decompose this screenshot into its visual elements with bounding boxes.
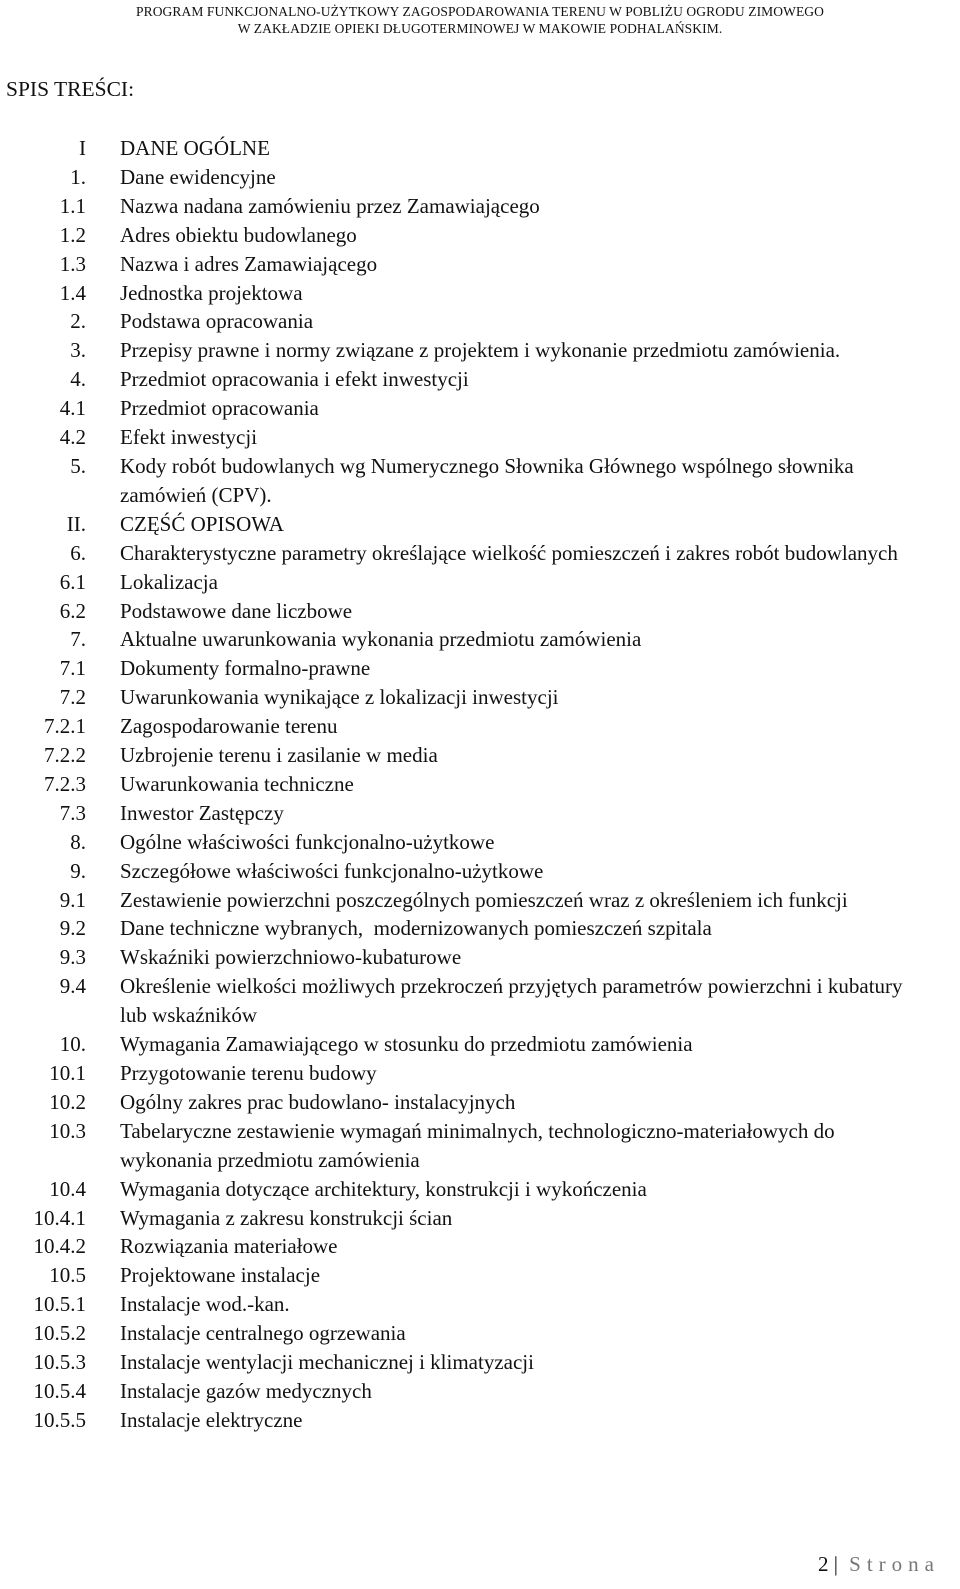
toc-entry-number: 10.2 <box>49 1089 86 1114</box>
toc-entry-text: Adres obiektu budowlanego <box>120 222 357 247</box>
toc-entry-text: CZĘŚĆ OPISOWA <box>120 511 284 536</box>
toc-entry-text: Efekt inwestycji <box>120 425 258 450</box>
toc-entry-number: 10.5.5 <box>33 1407 86 1432</box>
toc-entry-text: Ogólny zakres prac budowlano- instalacyjnych <box>120 1089 516 1114</box>
toc-entry <box>0 1319 960 1348</box>
toc-entry <box>0 539 960 568</box>
toc-entry-text: Nazwa i adres Zamawiającego <box>120 251 378 276</box>
toc-entry-number: 9. <box>70 858 86 883</box>
toc-entry-text: Uwarunkowania wynikające z lokalizacji inwestycji <box>120 685 559 710</box>
toc-entry-number: 2. <box>70 309 86 334</box>
toc-entry-text: Uzbrojenie terenu i zasilanie w media <box>120 743 438 768</box>
toc-entry <box>0 365 960 394</box>
toc-entry <box>0 1406 960 1435</box>
toc-entry-text: Wskaźniki powierzchniowo-kubaturowe <box>120 945 462 970</box>
toc-entry-number: 1.4 <box>59 280 86 305</box>
toc-entry <box>0 712 960 741</box>
toc-entry-number: 7.2.3 <box>44 771 86 796</box>
toc-entry <box>0 1290 960 1319</box>
toc-entry-number: 7.2.1 <box>44 714 86 739</box>
toc-entry <box>0 770 960 799</box>
toc-entry-text: Instalacje wod.-kan. <box>120 1292 290 1317</box>
toc-entry-text: Inwestor Zastępczy <box>120 800 284 825</box>
toc-entry <box>0 279 960 308</box>
toc-entry-text: Uwarunkowania techniczne <box>120 771 354 796</box>
toc-entry <box>0 972 960 1030</box>
toc-entry <box>0 1175 960 1204</box>
toc-entry-number: 10.5.4 <box>33 1378 86 1403</box>
toc-entry-number: 10.4.1 <box>33 1205 86 1230</box>
toc-entry-text: DANE OGÓLNE <box>120 136 270 160</box>
toc-entry-text: Aktualne uwarunkowania wykonania przedmiotu zamówienia <box>120 627 642 652</box>
toc-entry <box>0 886 960 915</box>
toc-entry-text: Nazwa nadana zamówieniu przez Zamawiającego <box>120 193 540 218</box>
toc-entry-number: 4. <box>70 367 86 392</box>
toc-entry-text: Przedmiot opracowania i efekt inwestycji <box>120 367 469 392</box>
toc-entry <box>0 943 960 972</box>
toc-entry-text: Wymagania Zamawiającego w stosunku do przedmiotu zamówienia <box>120 1032 693 1057</box>
toc-entry-number: 1.2 <box>59 222 86 247</box>
toc-entry <box>0 1030 960 1059</box>
toc-entry <box>0 134 960 163</box>
toc-entry <box>0 1204 960 1233</box>
toc-entry-text: Przepisy prawne i normy związane z projektem i wykonanie przedmiotu zamówienia. <box>120 338 841 363</box>
toc-entry-text: Kody robót budowlanych wg Numerycznego Słownika Głównego wspólnego słownika zamówień (CPV). <box>120 453 859 507</box>
toc-entry-number: 10. <box>59 1032 86 1057</box>
toc-entry <box>0 510 960 539</box>
toc-entry-number: 6.1 <box>59 569 86 594</box>
page-separator: | <box>833 1552 838 1576</box>
toc-entry-text: Zestawienie powierzchni poszczególnych pomieszczeń wraz z określeniem ich funkcji <box>120 887 848 912</box>
toc-entry-text: Instalacje centralnego ogrzewania <box>120 1321 406 1346</box>
toc-entry <box>0 192 960 221</box>
toc-entry-number: 7.2 <box>59 685 86 710</box>
toc-entry <box>0 1261 960 1290</box>
toc-entry-number: 9.4 <box>59 974 86 999</box>
toc-entry-number: 1.1 <box>59 193 86 218</box>
page-footer <box>818 1550 940 1578</box>
table-of-contents <box>0 134 960 1435</box>
toc-entry-text: Wymagania z zakresu konstrukcji ścian <box>120 1205 453 1230</box>
toc-entry-text: Przygotowanie terenu budowy <box>120 1061 377 1085</box>
toc-entry-number: 10.5 <box>49 1263 86 1288</box>
page-number: 2 <box>817 1552 829 1576</box>
toc-entry-text: Ogólne właściwości funkcjonalno-użytkowe <box>120 829 495 854</box>
toc-entry-number: 9.1 <box>59 887 86 912</box>
toc-entry <box>0 163 960 192</box>
toc-entry-number: 9.3 <box>59 945 86 970</box>
toc-entry-number: 1. <box>70 164 86 189</box>
toc-entry-number: 10.5.2 <box>33 1321 86 1346</box>
toc-entry-number: 7.2.2 <box>44 743 86 768</box>
document-header <box>0 3 960 37</box>
toc-entry-text: Dokumenty formalno-prawne <box>120 656 371 681</box>
toc-entry-number: 8. <box>70 829 86 854</box>
toc-entry <box>0 683 960 712</box>
toc-entry-number: 4.2 <box>59 425 86 450</box>
toc-entry-text: Instalacje elektryczne <box>120 1407 303 1432</box>
toc-entry-number: 3. <box>70 338 86 363</box>
toc-entry <box>0 221 960 250</box>
toc-entry-text: Tabelaryczne zestawienie wymagań minimalnych, technologiczno-materiałowych do wykonania przedmiotu zamówienia <box>120 1118 840 1172</box>
header-line-2: W ZAKŁADZIE OPIEKI DŁUGOTERMINOWEJ W MAKOWIE PODHALAŃSKIM. <box>237 21 723 36</box>
toc-entry <box>0 452 960 510</box>
toc-entry <box>0 1059 960 1088</box>
toc-entry-text: Wymagania dotyczące architektury, konstrukcji i wykończenia <box>120 1176 647 1201</box>
toc-entry-number: I <box>79 136 86 160</box>
toc-entry <box>0 799 960 828</box>
toc-entry-text: Charakterystyczne parametry określające wielkość pomieszczeń i zakres robót budowlanych <box>120 540 898 565</box>
toc-entry-number: 10.4.2 <box>33 1234 86 1259</box>
toc-entry-number: 6.2 <box>59 598 86 623</box>
header-line-1: PROGRAM FUNKCJONALNO-UŻYTKOWY ZAGOSPODAROWANIA TERENU W POBLIŻU OGRODU ZIMOWEGO <box>135 4 824 19</box>
toc-entry-text: Dane ewidencyjne <box>120 164 276 189</box>
toc-entry <box>0 336 960 365</box>
toc-entry <box>0 914 960 943</box>
toc-entry <box>0 625 960 654</box>
toc-entry <box>0 1348 960 1377</box>
toc-entry-text: Podstawa opracowania <box>120 309 314 334</box>
toc-entry-text: Zagospodarowanie terenu <box>120 714 338 739</box>
toc-entry-number: 6. <box>70 540 86 565</box>
toc-entry <box>0 250 960 279</box>
toc-entry-text: Szczegółowe właściwości funkcjonalno-użytkowe <box>120 858 544 883</box>
toc-entry-text: Przedmiot opracowania <box>120 396 319 421</box>
toc-entry-number: 10.5.3 <box>33 1350 86 1375</box>
toc-title: SPIS TREŚCI: <box>6 77 135 101</box>
toc-entry-text: Rozwiązania materiałowe <box>120 1234 338 1259</box>
toc-entry-number: II. <box>66 511 86 536</box>
toc-entry-number: 10.1 <box>49 1061 86 1085</box>
toc-entry-number: 1.3 <box>59 251 86 276</box>
toc-entry <box>0 1088 960 1117</box>
toc-entry <box>0 857 960 886</box>
toc-entry <box>0 568 960 597</box>
toc-entry <box>0 307 960 336</box>
toc-entry-number: 10.3 <box>49 1118 86 1143</box>
toc-entry-text: Instalacje gazów medycznych <box>120 1378 372 1403</box>
toc-entry <box>0 423 960 452</box>
toc-entry-text: Określenie wielkości możliwych przekroczeń przyjętych parametrów powierzchni i kubatury lub wskaźników <box>120 974 908 1028</box>
toc-entry <box>0 1377 960 1406</box>
toc-entry-number: 10.5.1 <box>33 1292 86 1317</box>
toc-entry <box>0 597 960 626</box>
toc-entry-number: 5. <box>70 453 86 478</box>
toc-entry <box>0 1232 960 1261</box>
toc-entry-text: Jednostka projektowa <box>120 280 303 305</box>
toc-entry <box>0 654 960 683</box>
toc-entry-text: Lokalizacja <box>120 569 218 594</box>
toc-entry-text: Podstawowe dane liczbowe <box>120 598 353 623</box>
toc-entry-text: Projektowane instalacje <box>120 1263 321 1288</box>
toc-entry-number: 7.3 <box>59 800 86 825</box>
toc-entry-number: 4.1 <box>59 396 86 421</box>
toc-entry-text: Dane techniczne wybranych, modernizowanych pomieszczeń szpitala <box>120 916 712 941</box>
toc-entry-number: 7. <box>70 627 86 652</box>
toc-entry-number: 10.4 <box>49 1176 86 1201</box>
toc-entry <box>0 1117 960 1175</box>
toc-entry <box>0 741 960 770</box>
toc-entry <box>0 828 960 857</box>
page-label: Strona <box>849 1552 940 1576</box>
toc-entry-number: 9.2 <box>59 916 86 941</box>
toc-entry-number: 7.1 <box>59 656 86 681</box>
toc-entry <box>0 394 960 423</box>
toc-entry-text: Instalacje wentylacji mechanicznej i klimatyzacji <box>120 1350 534 1375</box>
